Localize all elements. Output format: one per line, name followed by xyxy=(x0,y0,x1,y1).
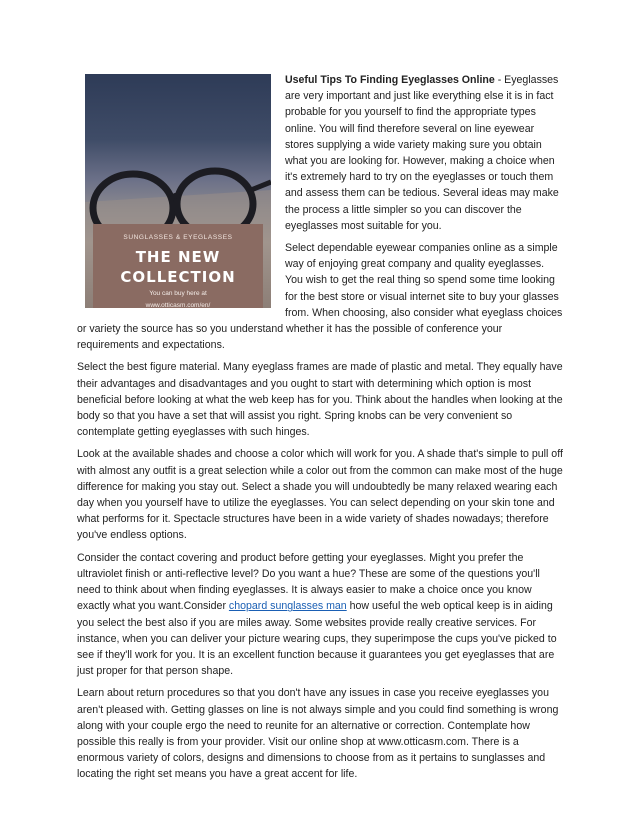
banner-title-line1: THE NEW xyxy=(135,248,221,267)
paragraph-5-text-a: Consider the contact covering and product before getting your eyeglasses. Might you prefer the ultraviolet finish or anti-reflective level? Do you want a hue? These are some of the questions you'll need to think about when finding eyeglasses. It is always easier to make a choice once you know exactly what you want.Consider xyxy=(77,551,540,613)
paragraph-3: Select the best figure material. Many eyeglass frames are made of plastic and metal. They equally have their advantages and disadvantages and you ought to start with determining which option is most beneficial before looking at what the web keep has for you. Think about the handles when looking at the body so that you have a set that will assist you right. Spring knobs can be very convenient so contemplate getting eyeglasses with such hinges. xyxy=(77,361,563,439)
chopard-sunglasses-link[interactable]: chopard sunglasses man xyxy=(228,600,347,613)
article-body xyxy=(77,72,563,789)
banner-kicker: SUNGLASSES & EYEGLASSES xyxy=(123,234,233,241)
banner-subtext-line2: www.otticasm.com/en/ xyxy=(145,302,211,308)
paragraph-4: Look at the available shades and choose a color which will work for you. A shade that's simple to pull off with almost any outfit is a great selection while a color out from the common can make most of the huge difference for making you stay out. Select a shade you will undoubtedly be many relaxed wearing each day when you yourself have to utilize the eyeglasses. You can select depending on your skin tone and what performs for it. Spectacle structures have been in a wide variety of shades nowadays; therefore you've endless options. xyxy=(77,448,563,542)
banner-subtext-line1: You can buy here at xyxy=(149,290,207,298)
paragraph-5-text-b: how useful the web optical keep is in aiding you select the best also if you are miles away. Some websites provide really creative services. For instance, when you can deliver your picture wearing cups, they superimpose the cups you've picked to see if they'll work for you. It is an excellent function because it guarantees you get eyeglasses that are just proper for that person shape. xyxy=(77,600,557,678)
paragraph-6: Learn about return procedures so that you don't have any issues in case you receive eyeglasses you aren't pleased with. Getting glasses on line is not always simple and you could find something is wrong along with your couple ergo the need to reunite for an alternative or correction. Contemplate how possible this really is from your provider. Visit our online shop at www.otticasm.com. There is a enormous variety of colors, designs and dimensions to choose from as it pertains to sunglasses and locating the right set means you have a great accent for life. xyxy=(77,687,559,781)
paragraph-2: Select dependable eyewear companies online as a simple way of enjoying great company and quality eyeglasses. You wish to get the real thing so spend some time looking for the best store or visual internet site to buy your glasses from. When choosing, also consider what eyeglass choices or variety the source has so you understand whether it has the possible of conference your requirements and expectations. xyxy=(77,242,563,352)
paragraph-5 xyxy=(77,550,563,680)
article-title: Useful Tips To Finding Eyeglasses Online xyxy=(285,74,495,86)
article-figure xyxy=(85,74,271,308)
paragraph-1-text: - Eyeglasses are very important and just like everything else it is in fact probable for you yourself to find the appropriate types online. You will find therefore several on line eyewear stores supplying a wide variety making sure you obtain what you are looking for. However, making a choice when it's extremely hard to try on the eyeglasses or touch them and assess them can be tedious. Several ideas may make the process a little simpler so you can discover the eyeglasses most suitable for you. xyxy=(285,74,559,232)
collection-banner xyxy=(93,224,263,308)
banner-title-line2: COLLECTION xyxy=(120,268,236,287)
